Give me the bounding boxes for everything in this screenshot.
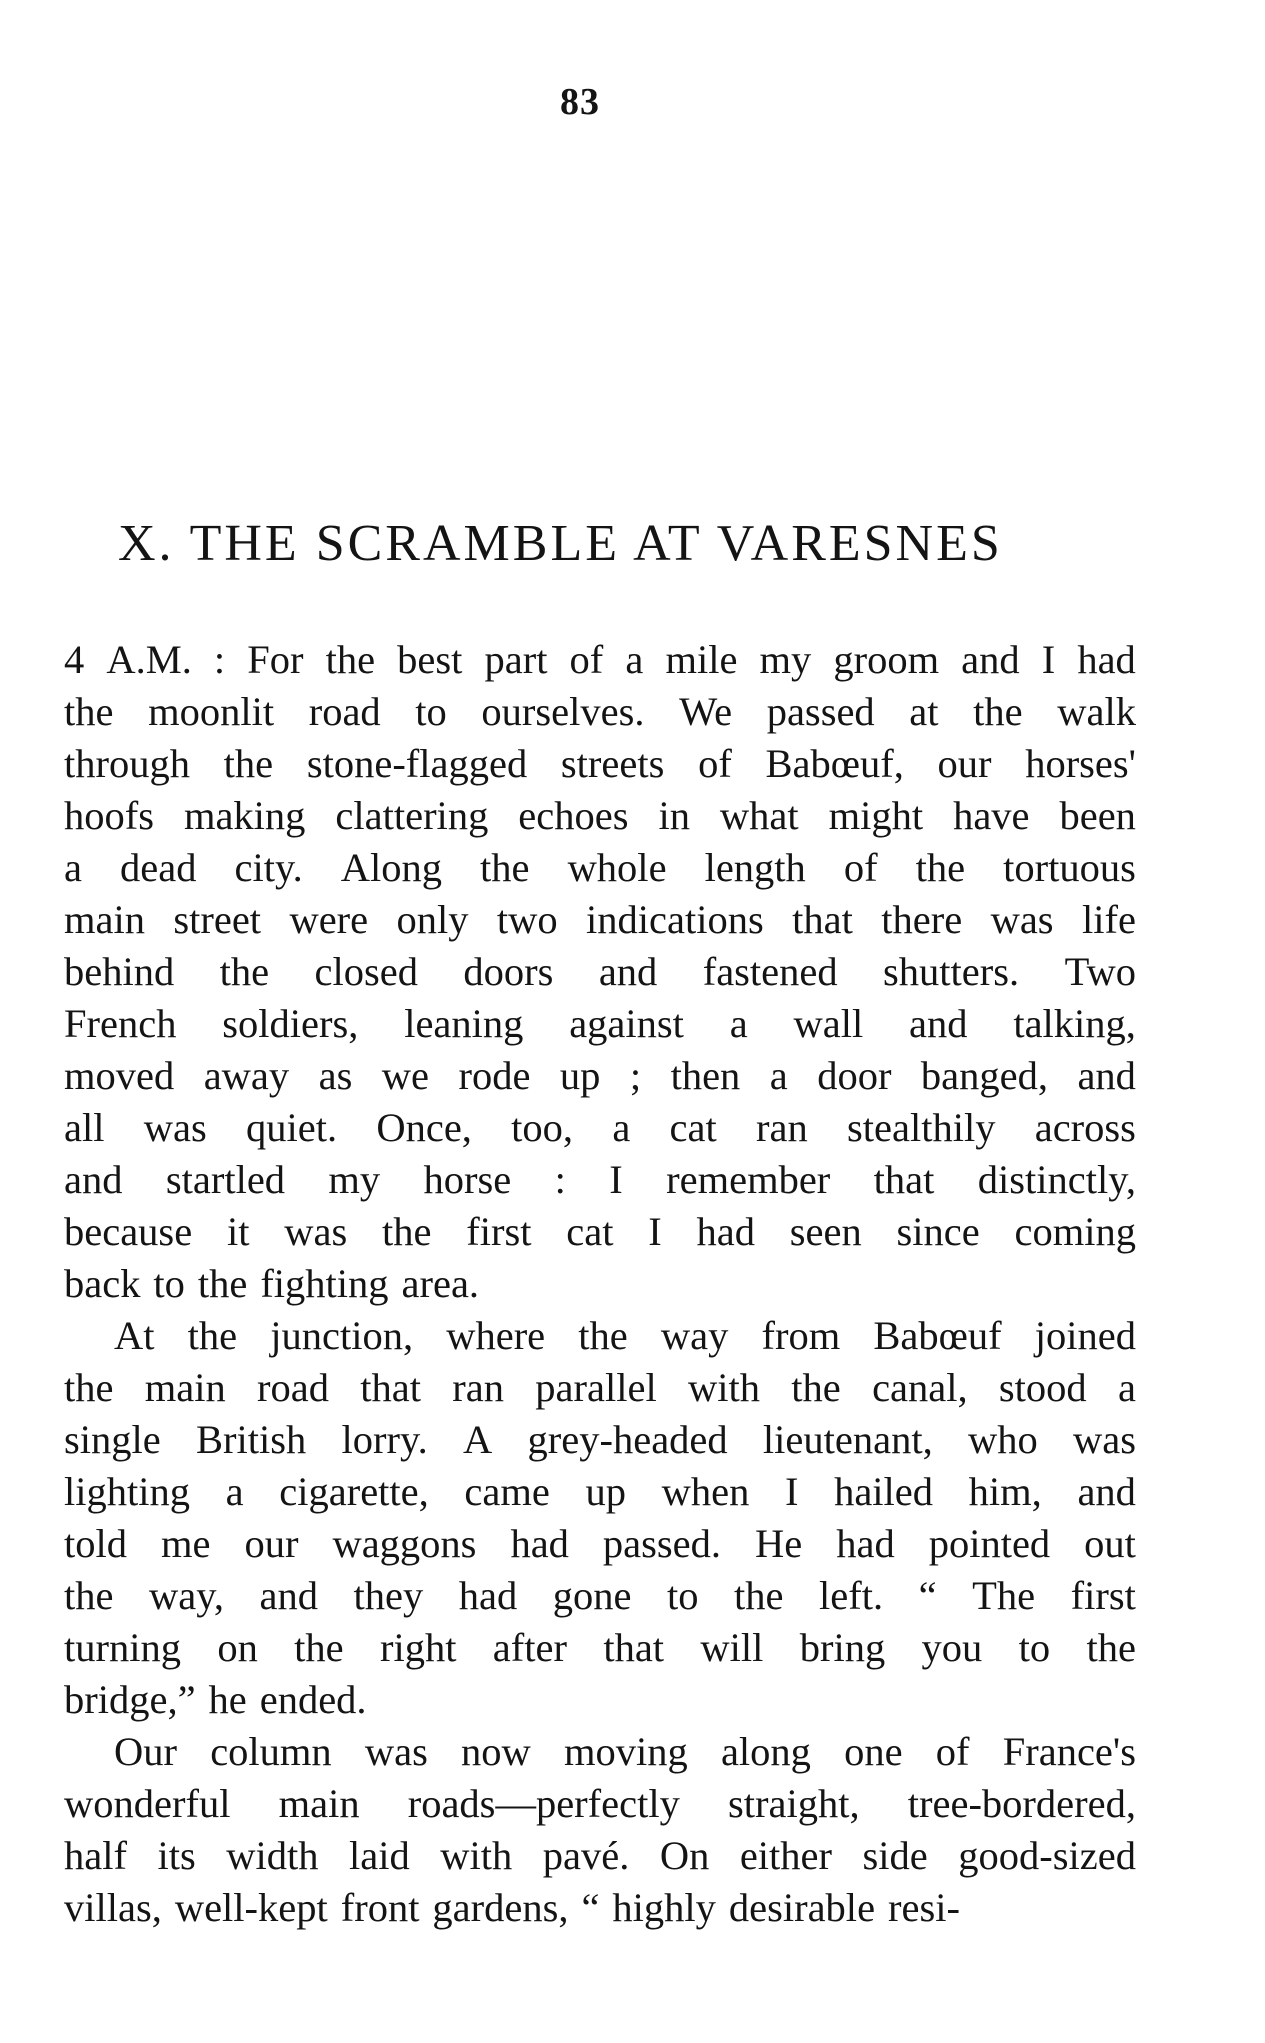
word: desirable [728,1885,876,1930]
word: told [64,1521,128,1566]
word: stone-flagged [306,741,528,786]
word: At [114,1313,155,1358]
text-line [64,1206,1136,1258]
word: hoofs [64,793,154,838]
text-line [64,1362,1136,1414]
word: across [1034,1105,1136,1150]
word: and [1077,1053,1136,1098]
word: France's [1002,1729,1136,1774]
word: a [625,637,644,682]
word: the [223,741,274,786]
word: villas, [64,1885,162,1930]
word: moved [64,1053,175,1098]
word: ourselves. [481,689,645,734]
word: distinctly, [977,1157,1136,1202]
word: were [289,897,369,942]
word: door [817,1053,892,1098]
word: had [458,1573,518,1618]
word: lighting [64,1469,191,1514]
word: was [1072,1417,1136,1462]
word: French [64,1001,177,1046]
word: you [921,1625,983,1670]
word: tree-bordered, [907,1781,1136,1826]
paragraph [64,634,1136,1310]
word: stealthily [846,1105,996,1150]
word: the [219,949,270,994]
word: groom [833,637,940,682]
word: might [828,793,924,838]
word: with [440,1833,513,1878]
word: stood [998,1365,1087,1410]
word: Babœuf, [765,741,904,786]
word: coming [1014,1209,1136,1254]
paragraph [64,1726,1136,1934]
word: me [161,1521,211,1566]
word: main [64,897,145,942]
word: fastened [702,949,838,994]
word: I [609,1157,623,1202]
text-line [64,894,1136,946]
text-line [64,1570,1136,1622]
text-line [64,1466,1136,1518]
word: main [278,1781,360,1826]
text-line [64,686,1136,738]
word: Our [114,1729,177,1774]
word: passed. [602,1521,722,1566]
word: of [569,637,604,682]
word: leaning [404,1001,524,1046]
word: the [480,845,530,890]
word: gardens, [432,1885,569,1930]
word: that [792,897,853,942]
word: the [197,1261,248,1306]
word: I [784,1469,799,1514]
word: Once, [376,1105,472,1150]
word: because [64,1209,193,1254]
word: had [836,1521,895,1566]
word: parallel [535,1365,657,1410]
word: left. [819,1573,884,1618]
word: the [915,845,966,890]
word: On [659,1833,710,1878]
text-line [64,842,1136,894]
word: was [284,1209,348,1254]
word: been [1059,793,1136,838]
word: way, [149,1573,224,1618]
word: out [1084,1521,1136,1566]
word: came [464,1469,550,1514]
word: and [909,1001,968,1046]
word: have [953,793,1030,838]
word: fighting [260,1261,389,1306]
word: Babœuf [873,1313,1002,1358]
word: right [379,1625,457,1670]
word: hailed [834,1469,934,1514]
word: tortuous [1003,845,1136,890]
word: and [64,1157,123,1202]
word: the [1086,1625,1136,1670]
word: ended. [259,1677,367,1722]
text-line [64,634,1136,686]
text-line [64,1622,1136,1674]
word: bring [799,1625,886,1670]
word: on [217,1625,258,1670]
word: whole [567,845,667,890]
word: cigarette, [279,1469,429,1514]
word: first [1070,1573,1136,1618]
word: canal, [872,1365,968,1410]
word: as [318,1053,353,1098]
word: to [1018,1625,1051,1670]
word: my [759,637,812,682]
text-line [64,790,1136,842]
word: main [144,1365,226,1410]
word: mile [665,637,738,682]
word: We [679,689,733,734]
word: ; [629,1053,642,1098]
word: had [510,1521,569,1566]
word: grey-headed [527,1417,728,1462]
word: best [397,637,463,682]
word: Two [1064,949,1136,994]
word: way [660,1313,729,1358]
word: a [612,1105,631,1150]
word: that [360,1365,422,1410]
word: they [353,1573,424,1618]
text-line [64,1830,1136,1882]
word: the [64,1573,114,1618]
word: soldiers, [222,1001,359,1046]
word: only [396,897,469,942]
word: that [603,1625,665,1670]
text-line [64,946,1136,998]
word: the [64,1365,114,1410]
word: was [990,897,1054,942]
word: rode [458,1053,531,1098]
word: pavé. [542,1833,630,1878]
word: was [364,1729,428,1774]
word: A [463,1417,493,1462]
word: moonlit [148,689,275,734]
word: a [769,1053,788,1098]
word: up [585,1469,626,1514]
word: echoes [518,793,629,838]
word: too, [511,1105,574,1150]
word: streets [560,741,665,786]
word: indications [586,897,764,942]
word: the [791,1365,841,1410]
word: : [554,1157,566,1202]
word: the [381,1209,432,1254]
word: that [873,1157,935,1202]
text-line [64,1518,1136,1570]
word: against [569,1001,684,1046]
word: Along [340,845,443,890]
word: with [688,1365,761,1410]
word: half [64,1833,127,1878]
word: of [698,741,732,786]
word: front [340,1885,420,1930]
word: now [461,1729,531,1774]
text-line [64,1310,1136,1362]
word: lieutenant, [762,1417,933,1462]
word: roads—perfectly [407,1781,680,1826]
word: horse [423,1157,512,1202]
word: seen [789,1209,862,1254]
word: remember [666,1157,831,1202]
word: our [244,1521,299,1566]
word: what [719,793,799,838]
word: clattering [335,793,489,838]
word: first [466,1209,532,1254]
word: and [598,949,658,994]
word: and [259,1573,318,1618]
word: waggons [332,1521,477,1566]
word: pointed [928,1521,1051,1566]
word: and [961,637,1020,682]
word: the [187,1313,238,1358]
word: closed [314,949,418,994]
word: its [157,1833,196,1878]
word: city. [234,845,303,890]
word: road [257,1365,329,1410]
text-line [64,1102,1136,1154]
text-line [64,1778,1136,1830]
word: For [247,637,304,682]
word: through [64,741,190,786]
word: he [208,1677,247,1722]
word: either [739,1833,833,1878]
word: there [881,897,963,942]
word: length [704,845,806,890]
word: had [696,1209,755,1254]
word: laid [349,1833,410,1878]
word: street [173,897,262,942]
text-line [64,1882,1136,1934]
word: well-kept [174,1885,328,1930]
paragraph [64,1310,1136,1726]
word: a [729,1001,748,1046]
word: doors [463,949,554,994]
word: shutters. [883,949,1020,994]
text-line [64,1258,1136,1310]
body-text [64,634,1136,1934]
text-line [64,738,1136,790]
word: up [559,1053,601,1098]
word: the [325,637,376,682]
text-line [64,1050,1136,1102]
word: wall [793,1001,864,1046]
word: side [862,1833,928,1878]
word: ran [452,1365,505,1410]
word: along [720,1729,811,1774]
word: then [670,1053,741,1098]
word: one [844,1729,903,1774]
word: where [446,1313,546,1358]
word: a [64,845,82,890]
word: road [308,689,381,734]
word: walk [1057,689,1136,734]
word: part [484,637,548,682]
word: ran [756,1105,808,1150]
word: to [666,1573,699,1618]
word: away [203,1053,290,1098]
word: of [935,1729,970,1774]
text-line [64,1726,1136,1778]
chapter-title: X. THE SCRAMBLE AT VARESNES [118,515,1003,572]
word: I [1041,637,1056,682]
word: to [415,689,447,734]
word: in [658,793,690,838]
word: and [1077,1469,1136,1514]
word: “ [918,1573,937,1618]
word: wonderful [64,1781,231,1826]
word: turning [64,1625,181,1670]
word: A.M. [106,637,192,682]
word: column [210,1729,332,1774]
word: will [700,1625,764,1670]
word: straight, [728,1781,860,1826]
text-line [64,1414,1136,1466]
word: the [578,1313,628,1358]
word: back [64,1261,141,1306]
word: good-sized [958,1833,1136,1878]
word: after [492,1625,567,1670]
text-line [64,1674,1136,1726]
word: startled [165,1157,286,1202]
text-line [64,1154,1136,1206]
word: behind [64,949,175,994]
word: my [328,1157,381,1202]
word: two [496,897,558,942]
text-line [64,998,1136,1050]
word: him, [968,1469,1042,1514]
word: He [755,1521,803,1566]
word: of [843,845,878,890]
word: horses' [1025,741,1136,786]
word: the [973,689,1023,734]
word: highly [612,1885,716,1930]
word: bridge,” [64,1677,196,1722]
word: life [1081,897,1136,942]
word: gone [552,1573,632,1618]
word: : [213,637,226,682]
word: was [143,1105,207,1150]
word: joined [1034,1313,1136,1358]
word: our [937,741,992,786]
word: passed [766,689,875,734]
word: it [226,1209,250,1254]
word: banged, [920,1053,1048,1098]
word: dead [120,845,197,890]
word: who [967,1417,1038,1462]
word: all [64,1105,105,1150]
word: moving [563,1729,688,1774]
word: quiet. [245,1105,338,1150]
word: a [225,1469,244,1514]
page-number: 83 [560,81,600,123]
word: to [153,1261,185,1306]
word: junction, [270,1313,414,1358]
word: the [734,1573,784,1618]
word: 4 [64,637,85,682]
word: width [226,1833,319,1878]
word: The [972,1573,1036,1618]
word: a [1117,1365,1136,1410]
word: “ [581,1885,600,1930]
word: the [64,689,114,734]
word: I [648,1209,662,1254]
word: single [64,1417,161,1462]
word: cat [566,1209,614,1254]
word: cat [669,1105,717,1150]
word: making [183,793,306,838]
word: had [1077,637,1136,682]
word: resi- [888,1885,960,1930]
word: the [294,1625,344,1670]
word: talking, [1013,1001,1136,1046]
word: area. [401,1261,480,1306]
word: when [661,1469,750,1514]
word: from [761,1313,841,1358]
word: since [896,1209,980,1254]
word: at [909,689,939,734]
word: lorry. [341,1417,428,1462]
word: British [196,1417,307,1462]
word: we [381,1053,430,1098]
